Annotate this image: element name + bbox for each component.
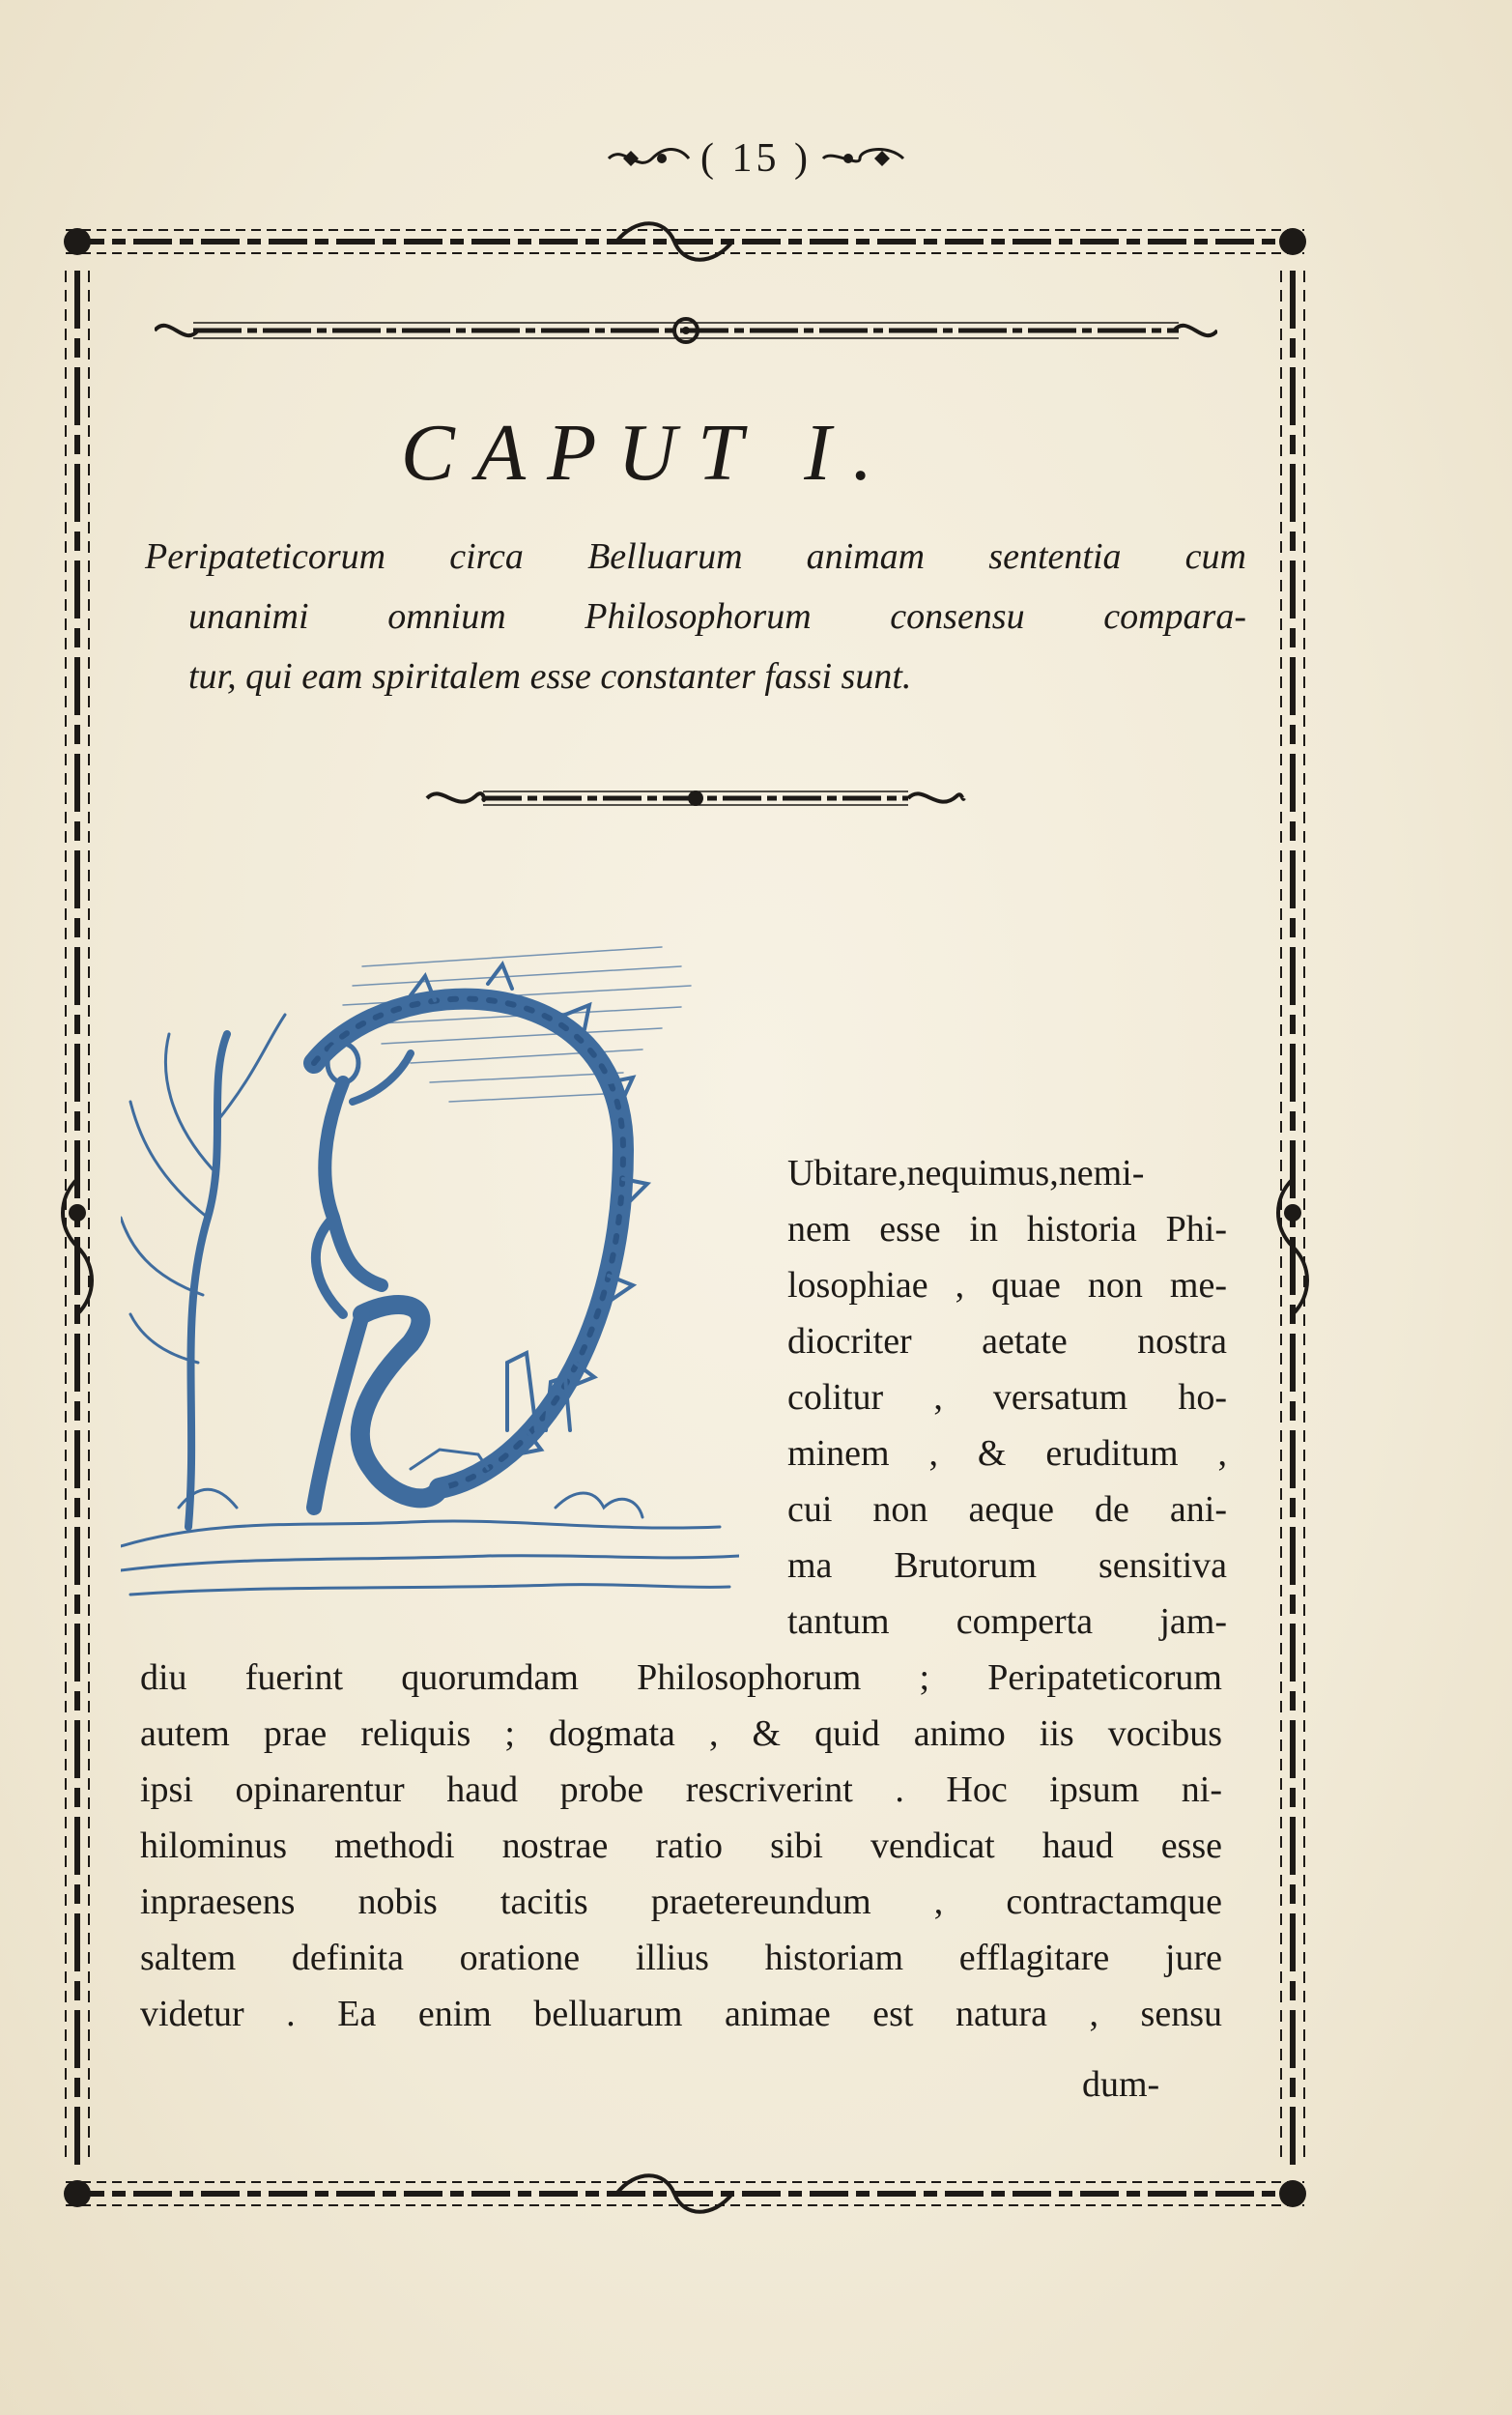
text-line: nem esse in historia Phi- xyxy=(787,1209,1227,1250)
text-line: Ubitare,nequimus,nemi- xyxy=(787,1153,1145,1193)
text-line: diocriter aetate nostra xyxy=(787,1321,1227,1362)
text-line: colitur , versatum ho- xyxy=(787,1377,1227,1418)
subtitle-line: Peripateticorum circa Belluarum animam sententia cum xyxy=(145,536,1246,577)
chapter-subtitle xyxy=(145,527,1246,706)
body-text-right-column xyxy=(787,1145,1227,1650)
text-line: autem prae reliquis ; dogmata , & quid animo iis vocibus xyxy=(140,1713,1222,1754)
text-line: minem , & eruditum , xyxy=(787,1433,1227,1474)
text-line: hilominus methodi nostrae ratio sibi vendicat haud esse xyxy=(140,1826,1222,1866)
middle-divider-rule xyxy=(425,781,966,816)
page-number: ( 15 ) xyxy=(700,136,812,181)
decorated-initial-illustration xyxy=(121,928,739,1604)
subtitle-line: unanimi omnium Philosophorum consensu compara- xyxy=(188,596,1246,637)
text-line: losophiae , quae non me- xyxy=(787,1265,1227,1306)
subtitle-line: tur, qui eam spiritalem esse constanter fassi sunt. xyxy=(188,656,912,697)
text-line: ma Brutorum sensitiva xyxy=(787,1545,1227,1586)
text-line: ipsi opinarentur haud probe rescriverint . Hoc ipsum ni- xyxy=(140,1769,1222,1810)
page-header xyxy=(0,135,1512,193)
text-line: tantum comperta jam- xyxy=(787,1601,1227,1642)
body-text-full-width xyxy=(140,1650,1222,2042)
text-line: diu fuerint quorumdam Philosophorum ; Peripateticorum xyxy=(140,1657,1222,1698)
text-line: videtur . Ea enim belluarum animae est natura , sensu xyxy=(140,1994,1222,2034)
text-line: cui non aeque de ani- xyxy=(787,1489,1227,1530)
text-line: saltem definita oratione illius historiam efflagitare jure xyxy=(140,1938,1222,1978)
upper-divider-rule xyxy=(155,311,1217,350)
text-line: inpraesens nobis tacitis praetereundum , contractamque xyxy=(140,1882,1222,1922)
left-fleuron-icon xyxy=(604,139,691,178)
right-fleuron-icon xyxy=(821,139,908,178)
catchword: dum- xyxy=(1082,2064,1160,2105)
chapter-title: CAPUT I. xyxy=(400,408,895,498)
